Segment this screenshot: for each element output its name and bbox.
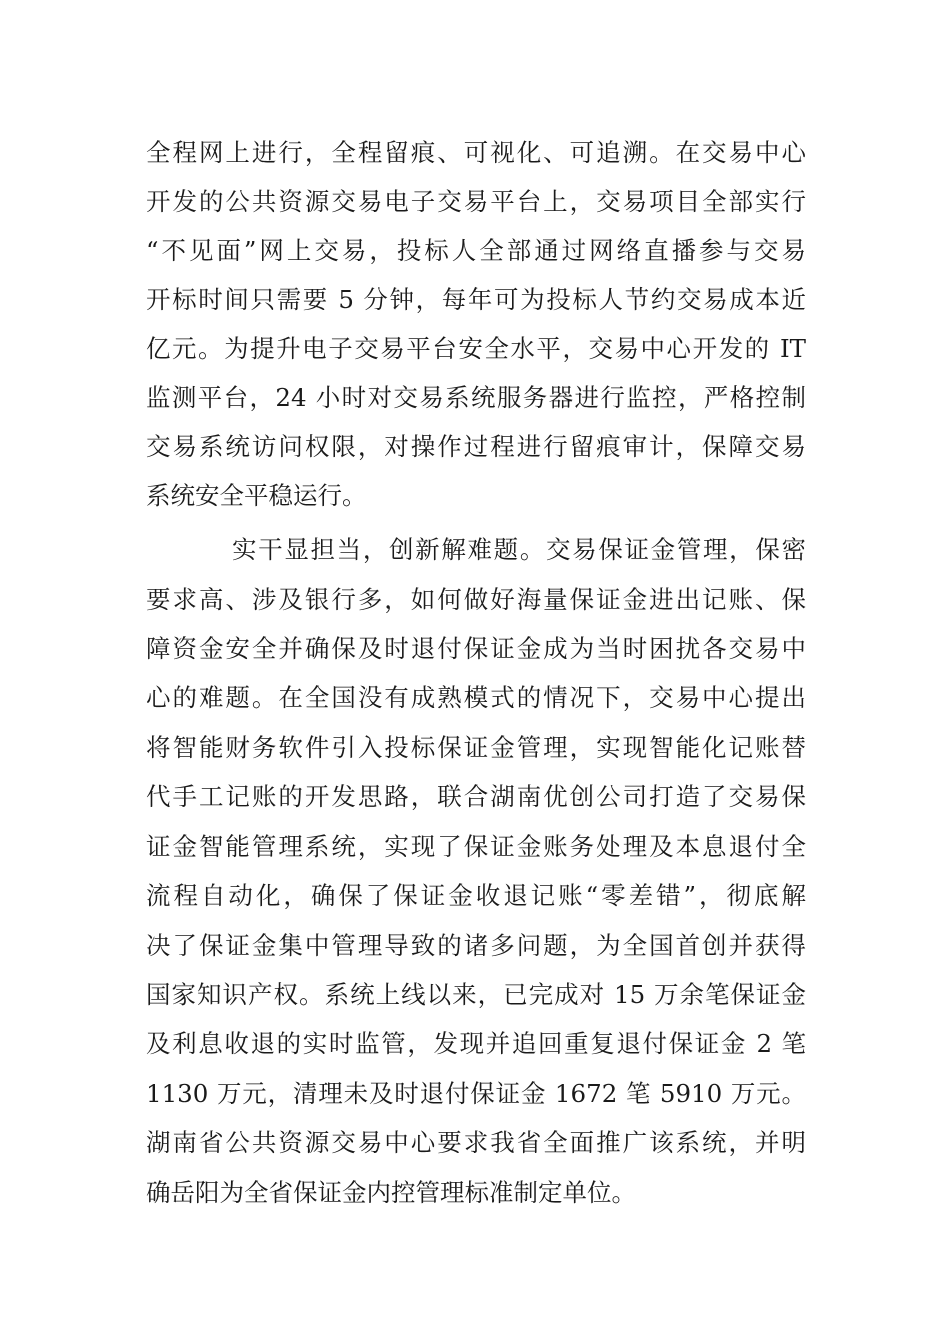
text-line: 系统安全平稳运行。 bbox=[146, 481, 367, 510]
text-line: 亿元。为提升电子交易平台安全水平，交易中心开发的 IT bbox=[146, 334, 806, 363]
text-line: 开标时间只需要 5 分钟，每年可为投标人节约交易成本近 bbox=[146, 285, 806, 314]
text-line: 流程自动化，确保了保证金收退记账“零差错”，彻底解 bbox=[146, 881, 806, 910]
text-line: 国家知识产权。系统上线以来，已完成对 15 万余笔保证金 bbox=[146, 980, 806, 1009]
text-line: 障资金安全并确保及时退付保证金成为当时困扰各交易中 bbox=[146, 634, 806, 663]
text-line: 心的难题。在全国没有成熟模式的情况下，交易中心提出 bbox=[146, 683, 806, 712]
text-line: 交易系统访问权限，对操作过程进行留痕审计，保障交易 bbox=[146, 432, 806, 461]
text-line: 决了保证金集中管理导致的诸多问题，为全国首创并获得 bbox=[146, 931, 806, 960]
text-line: 将智能财务软件引入投标保证金管理，实现智能化记账替 bbox=[146, 733, 806, 762]
text-line: 及利息收退的实时监管，发现并追回重复退付保证金 2 笔 bbox=[146, 1029, 806, 1058]
text-line: 1130 万元，清理未及时退付保证金 1672 笔 5910 万元。 bbox=[146, 1079, 806, 1108]
text-line: 湖南省公共资源交易中心要求我省全面推广该系统，并明 bbox=[146, 1128, 806, 1157]
text-line: 全程网上进行，全程留痕、可视化、可追溯。在交易中心 bbox=[146, 138, 806, 167]
text-line: 证金智能管理系统，实现了保证金账务处理及本息退付全 bbox=[146, 832, 806, 861]
text-line: 确岳阳为全省保证金内控管理标准制定单位。 bbox=[146, 1178, 636, 1207]
text-line: 实干显担当，创新解难题。交易保证金管理，保密 bbox=[232, 535, 806, 564]
text-line: 开发的公共资源交易电子交易平台上，交易项目全部实行 bbox=[146, 187, 806, 216]
text-line: 监测平台，24 小时对交易系统服务器进行监控，严格控制 bbox=[146, 383, 806, 412]
text-line: 代手工记账的开发思路，联合湖南优创公司打造了交易保 bbox=[146, 782, 806, 811]
text-line: “不见面”网上交易，投标人全部通过网络直播参与交易 bbox=[146, 236, 806, 265]
text-line: 要求高、涉及银行多，如何做好海量保证金进出记账、保 bbox=[146, 585, 806, 614]
